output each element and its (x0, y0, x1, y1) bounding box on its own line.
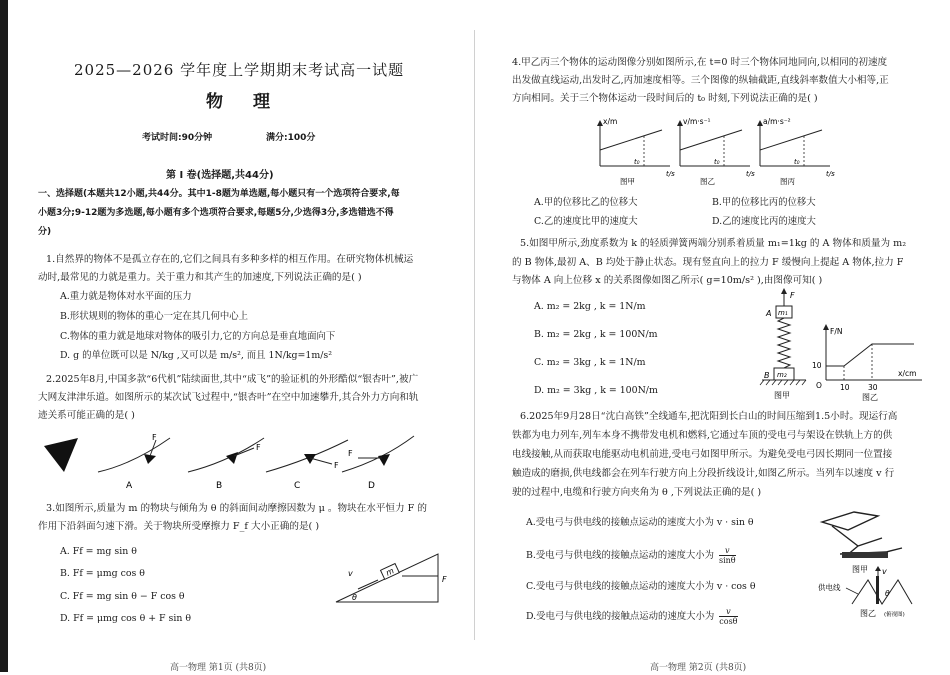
q4-graph-0-t0-label: t₀ (634, 158, 640, 166)
q2-stem-line1: 2.2025年8月,中国多款“6代机”陆续面世,其中“成飞”的验证机的外形酷似“银杏叶”,被广 (46, 374, 419, 385)
q6-option-d-fraction (719, 607, 737, 626)
scan-edge (0, 0, 8, 672)
q2-stem-line3: 迹关系可能正确的是( ) (38, 410, 135, 421)
q4-graph-2-line (760, 130, 822, 150)
q6-stem-line3: 电线接触,从而获取电能驱动电机前进,受电弓如图甲所示。为避免受电弓因长期同一位置接 (512, 449, 893, 460)
q6-angle-label: θ (885, 589, 890, 598)
q2-force-label-a: F (152, 433, 157, 442)
q2-label-c: C (294, 481, 301, 491)
q3-option-d: D. Ff = μmg cos θ + F sin θ (60, 613, 191, 624)
q6-stem-line2: 铁都为电力列车,列车本身不携带发电机和燃料,它通过车顶的受电弓与架设在铁轨上方的供 (512, 430, 893, 441)
q2-force-label-d: F (348, 449, 353, 458)
q2-label-b: B (216, 481, 223, 491)
q6-velocity-label: v (882, 567, 887, 576)
q5-stem-line3: 与物体 A 向上位移 x 的关系图像如图乙所示( g=10m/s² ),由图像可知( ) (512, 275, 823, 286)
q4-graph-2-x-label: t/s (826, 170, 835, 178)
q2-label-a: A (126, 481, 133, 491)
q5-option-d: D. m₂ = 3kg , k = 100N/m (534, 385, 658, 396)
section-instructions-3: 分) (38, 227, 52, 237)
q3-block-label: m (384, 566, 396, 578)
q4-stem-line2: 出发做直线运动,出发时乙,丙加速度相等。三个图像的纵轴截距,直线斜率数值大小相等,正 (512, 75, 889, 86)
q2-force-arrow-c (310, 458, 332, 464)
q5-block-a-label: A (766, 309, 772, 318)
section-title: 第 Ⅰ 卷(选择题,共44分) (166, 170, 274, 181)
q3-option-b: B. Ff = μmg cos θ (60, 568, 145, 579)
q6-caption-yi: 图乙 (860, 609, 876, 618)
section-instructions-2: 小题3分;9-12题为多选题,每小题有多个选项符合要求,每题5分,少选得3分,多选错选不得 (38, 208, 394, 218)
q4-graph-1-t0-label: t₀ (714, 158, 720, 166)
exam-score: 满分:100分 (266, 133, 316, 143)
exam-time: 考试时间:90分钟 (142, 133, 213, 143)
q6-option-d (526, 607, 738, 626)
q5-graph-y-tick: 10 (812, 361, 822, 370)
q5-graph-line (826, 344, 914, 366)
q6-pantograph-head (822, 512, 878, 530)
q3-force-label: F (442, 575, 447, 584)
q5-stem-line2: 的 B 物体,最初 A、B 均处于静止状态。现有竖直向上的拉力 F 缓慢向上提起 A 物体,拉力 F (512, 257, 904, 268)
q4-graph-2-t0-label: t₀ (794, 158, 800, 166)
q4-graph-0-x-label: t/s (666, 170, 675, 178)
q4-option-d: D.乙的速度比丙的速度大 (712, 216, 816, 227)
q5-pull-label: F (790, 291, 795, 300)
q6-option-c: C.受电弓与供电线的接触点运动的速度大小为 v · cos θ (526, 581, 756, 592)
q6-pantograph-base (842, 552, 888, 558)
q2-stem-line2: 大网友津津乐道。如图所示的某次试飞过程中,“银杏叶”在空中加速攀升,其合外力方向和轨 (38, 392, 419, 403)
q6-zigzag-wire (852, 580, 912, 604)
q5-stem-line1: 5.如图甲所示,劲度系数为 k 的轻质弹簧两端分别系着质量 m₁=1kg 的 A 物体和质量为 m₂ (520, 238, 907, 249)
q5-block-a-mass: m₁ (778, 309, 788, 317)
q4-graph-1-caption: 图乙 (700, 177, 715, 186)
q2-figure (38, 424, 466, 496)
q6-figure (818, 508, 934, 620)
q6-pantograph-arms (832, 526, 902, 556)
q5-graph-x-tick-10: 10 (840, 383, 850, 392)
q2-label-d: D (368, 481, 375, 491)
q5-spring (778, 318, 790, 368)
q3-option-c: C. Ff = mg sin θ − F cos θ (60, 591, 185, 602)
q6-option-d-text: D.受电弓与供电线的接触点运动的速度大小为 (526, 611, 715, 622)
q1-option-c: C.物体的重力就是地球对物体的吸引力,它的方向总是垂直地面向下 (60, 331, 336, 342)
q5-graph-x-tick-30: 30 (868, 383, 878, 392)
q5-graph-x-label: x/cm (898, 369, 917, 378)
q6-wire-pointer (846, 588, 858, 594)
q1-option-b: B.形状规则的物体的重心一定在其几何中心上 (60, 311, 248, 322)
q2-trajectory-b (188, 438, 264, 472)
q3-angle-label: θ (352, 593, 357, 602)
q6-caption-yi-note: (俯视图) (884, 612, 905, 618)
q1-stem-line1: 1.自然界的物体不是孤立存在的,它们之间具有多种多样的相互作用。在研究物体机械运 (46, 254, 414, 265)
q3-stem-line1: 3.如图所示,质量为 m 的物块与倾角为 θ 的斜面间动摩擦因数为 μ 。物块在水平恒力 F 的 (46, 503, 427, 514)
q6-option-b-num: v (719, 546, 736, 556)
q2-force-arrow-b (234, 448, 254, 456)
q6-stem-line1: 6.2025年9月28日“沈白高铁”全线通车,把沈阳到长白山的时间压缩到1.5小时。现运行高 (520, 411, 898, 422)
footer-right: 高一物理 第2页 (共8页) (650, 663, 747, 673)
q6-stem-line4: 触造成的磨损,供电线都会在列车行驶方向上分段折线设计,如图乙所示。当列车以速度 v 行 (512, 468, 895, 479)
q6-option-b-fraction (719, 546, 736, 565)
q3-option-a: A. Ff = mg sin θ (60, 546, 137, 557)
q2-force-label-c: F (334, 461, 339, 470)
q3-stem-line2: 作用下沿斜面匀速下滑。关于物块所受摩擦力 F_f 大小正确的是( ) (38, 521, 320, 532)
q6-stem-line5: 驶的过程中,电缆和行驶方向夹角为 θ ,下列说法正确的是( ) (512, 487, 762, 498)
footer-left: 高一物理 第1页 (共8页) (170, 663, 267, 673)
q6-pantograph-topview (876, 576, 879, 604)
q5-block-b-mass: m₂ (777, 371, 787, 379)
q6-option-b (526, 546, 736, 565)
q6-velocity-arrowhead (875, 566, 881, 571)
q4-stem-line3: 方向相同。关于三个物体运动一段时间后的 t₀ 时刻,下列说法正确的是( ) (512, 93, 818, 104)
q4-graph-1-x-label: t/s (746, 170, 755, 178)
q3-velocity-label: v (348, 569, 353, 578)
q3-velocity-arrow (358, 580, 378, 589)
q1-option-d: D. g 的单位既可以是 N/kg ,又可以是 m/s², 而且 1N/kg=1m/s² (60, 350, 332, 361)
q5-pull-arrowhead (781, 288, 787, 294)
q4-graph-0-y-label: x/m (603, 117, 618, 126)
q2-trajectory-d (342, 436, 414, 472)
q4-graphs (592, 112, 852, 186)
q6-option-b-den: sinθ (718, 556, 736, 565)
q1-stem-line2: 动时,最常见的力就是重力。关于重力和其产生的加速度,下列说法正确的是( ) (38, 272, 362, 283)
q5-ground-hatch (760, 380, 806, 385)
q4-graph-2-caption: 图丙 (780, 177, 795, 186)
q6-wire-label: 供电线 (818, 583, 841, 592)
q6-option-a: A.受电弓与供电线的接触点运动的速度大小为 v · sin θ (526, 517, 754, 528)
q6-option-d-den: cosθ (719, 617, 738, 626)
q2-plane-d-icon (378, 454, 390, 466)
q6-option-b-text: B.受电弓与供电线的接触点运动的速度大小为 (526, 550, 714, 561)
q4-option-c: C.乙的速度比甲的速度大 (534, 216, 638, 227)
q6-caption-jia: 图甲 (852, 565, 868, 574)
q5-graph-origin: O (816, 381, 822, 390)
q4-graph-1-line (680, 130, 742, 150)
q5-option-a: A. m₂ = 2kg , k = 1N/m (534, 301, 646, 312)
q4-graph-0-caption: 图甲 (620, 177, 635, 186)
q4-graph-0-line (600, 130, 662, 150)
q6-option-d-num: v (719, 607, 737, 617)
q5-caption-jia: 图甲 (774, 391, 790, 400)
q5-graph-y-label: F/N (830, 327, 843, 336)
q3-incline-figure (334, 552, 454, 608)
q5-caption-yi: 图乙 (862, 393, 878, 402)
q2-plane-icon (44, 438, 78, 472)
q5-option-b: B. m₂ = 2kg , k = 100N/m (534, 329, 658, 340)
q5-graph-y-arrowhead (823, 324, 829, 330)
q2-force-label-b: F (256, 443, 261, 452)
q1-option-a: A.重力就是物体对水平面的压力 (60, 291, 192, 302)
q5-figure (762, 288, 932, 404)
exam-title: 2025—2026 学年度上学期期末考试高一试题 (74, 61, 405, 79)
section-instructions-1: 一、选择题(本题共12小题,共44分。其中1-8题为单选题,每小题只有一个选项符合要求,每 (38, 189, 400, 199)
q4-option-b: B.甲的位移比丙的位移大 (712, 197, 816, 208)
subject-title: 物理 (206, 92, 300, 112)
q4-graph-1-y-label: v/m·s⁻¹ (683, 117, 711, 126)
q4-option-a: A.甲的位移比乙的位移大 (534, 197, 638, 208)
q4-graph-2-y-label: a/m·s⁻² (763, 117, 791, 126)
q2-trajectory-a (98, 438, 170, 472)
q5-option-c: C. m₂ = 3kg , k = 1N/m (534, 357, 646, 368)
page-fold (474, 30, 475, 640)
q4-stem-line1: 4.甲乙丙三个物体的运动图像分别如图所示,在 t=0 时三个物体同地同向,以相同的初速度 (512, 57, 888, 68)
q5-block-b-label: B (764, 371, 770, 380)
